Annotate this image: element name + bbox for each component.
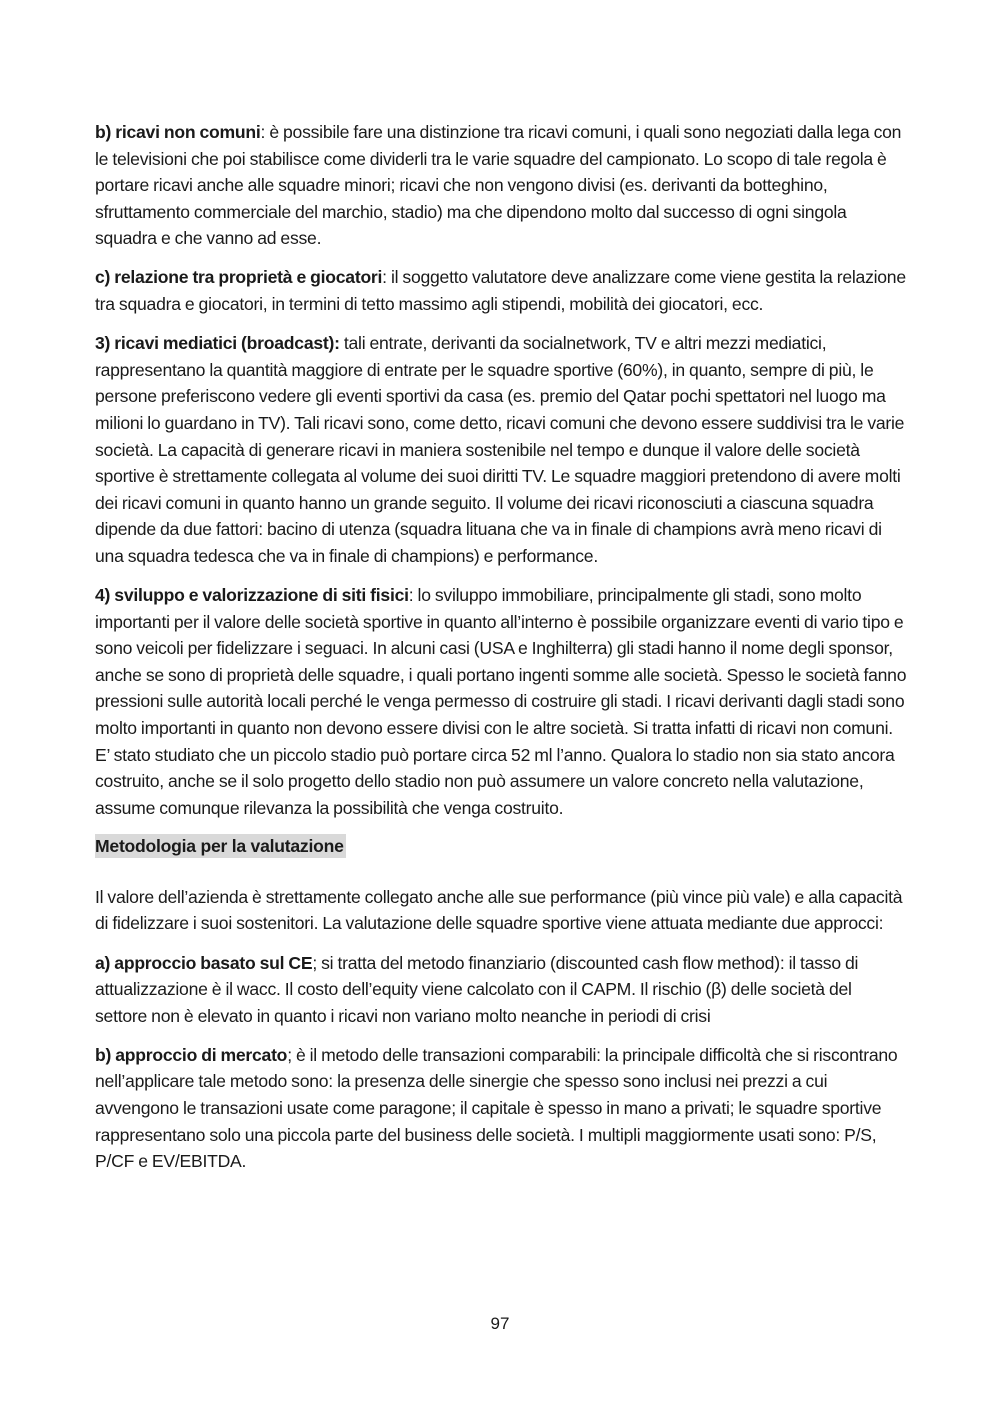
paragraph-intro: Il valore dell’azienda è strettamente collegato anche alle sue performance (più vince più vale) e alla capacità di fidelizzare i suoi sostenitori. La valutazione delle squadre sportive viene attuata mediante due approcci: xyxy=(95,886,903,934)
page-number: 97 xyxy=(490,1314,510,1333)
paragraph-text: : è possibile fare una distinzione tra ricavi comuni, i quali sono negoziati dalla lega con le televisioni che poi stabilisce come dividerli tra le varie squadre del campionato. Lo scopo di tale regola è portare ricavi anche alle squadre minori; ricavi che non vengono divisi (es. derivanti da botteghino, sfruttamento commerciale del marchio, stadio) ma che dipendono molto dal successo di ogni singola squadra e che vanno ad esse. xyxy=(95,122,902,249)
paragraph-ricavi-mediatici xyxy=(95,330,907,569)
paragraph-lead: b) approccio di mercato xyxy=(95,1044,288,1065)
paragraph-text: tali entrate, derivanti da socialnetwork, TV e altri mezzi mediatici, rappresentano la quantità maggiore di entrate per le squadre sportive (60%), in quanto, sempre di più, le persone preferiscono vedere gli eventi sportivi da casa (es. premio del Qatar pochi spettatori nel luogo ma milioni lo guardano in TV). Tali ricavi sono, come detto, ricavi comuni che devono essere suddivisi tra le varie società. La capacità di generare ricavi in maniera sostenibile nel tempo e dunque il valore delle società sportive è strettamente collegata al volume dei suoi diritti TV. Le squadre maggiori pretendono di avere molti dei ricavi comuni in quanto hanno un grande seguito. Il volume dei ricavi riconosciuti a ciascuna squadra dipende da due fattori: bacino di utenza (squadra lituana che va in finale di champions avrà meno ricavi di una squadra tedesca che va in finale di champions) e performance. xyxy=(95,333,905,566)
paragraph-approccio-ce xyxy=(95,950,907,1030)
paragraph-relazione-proprieta-giocatori xyxy=(95,264,907,317)
paragraph-lead: c) relazione tra proprietà e giocatori xyxy=(95,267,383,288)
paragraph-lead: b) ricavi non comuni xyxy=(95,122,261,142)
paragraph-lead: 3) ricavi mediatici (broadcast): xyxy=(95,333,340,354)
section-heading: Metodologia per la valutazione xyxy=(95,835,344,856)
section-heading-wrapper xyxy=(95,834,907,872)
paragraph-text: : il soggetto valutatore deve analizzare come viene gestita la relazione tra squadra e giocatori, in termini di tetto massimo agli stipendi, mobilità dei giocatori, ecc. xyxy=(95,267,906,315)
paragraph-lead: 4) sviluppo e valorizzazione di siti fisici xyxy=(95,585,409,605)
paragraph-text: ; si tratta del metodo finanziario (discounted cash flow method): il tasso di attualizzazione è il wacc. Il costo dell’equity viene calcolato con il CAPM. Il rischio (β) delle società del settore non è elevato in quanto i ricavi non variano molto neanche in periodi di crisi xyxy=(95,952,859,1026)
paragraph-text: ; è il metodo delle transazioni comparabili: la principale difficoltà che si riscontrano nell’applicare tale metodo sono: la presenza delle sinergie che spesso sono inclusi nei prezzi a cui avvengono le transazioni usate come paragone; il capitale è spesso in mano a privati; le squadre sportive rappresentano solo una piccola parte del business delle società. I multipli maggiormente usati sono: P/S, P/CF e EV/EBITDA. xyxy=(95,1044,898,1172)
document-body xyxy=(95,119,907,1187)
paragraph-approccio-mercato xyxy=(95,1042,907,1175)
paragraph-text: : lo sviluppo immobiliare, principalmente gli stadi, sono molto importanti per il valore delle società sportive in quanto all’interno è possibile organizzare eventi di vario tipo e sono veicoli per fidelizzare i seguaci. In alcuni casi (USA e Inghilterra) gli stadi hanno il nome degli sponsor, anche se sono di proprietà delle squadre, i quali portano ingenti somme alle società. Spesso le società fanno pressioni sulle autorità locali perché le venga permesso di costruire gli stadi. I ricavi derivanti dagli stadi sono molto importanti in quanto non devono essere divisi con le altre società. Si tratta infatti di ricavi non comuni. E’ stato studiato che un piccolo stadio può portare circa 52 ml l’anno. Qualora lo stadio non sia stato ancora costruito, anche se il solo progetto dello stadio non può assumere un valore concreto nella valutazione, assume comunque rilevanza la possibilità che venga costruito. xyxy=(95,585,907,818)
paragraph-sviluppo-siti-fisici xyxy=(95,582,907,821)
paragraph-ricavi-non-comuni xyxy=(95,119,907,252)
paragraph-lead: a) approccio basato sul CE xyxy=(95,952,313,973)
